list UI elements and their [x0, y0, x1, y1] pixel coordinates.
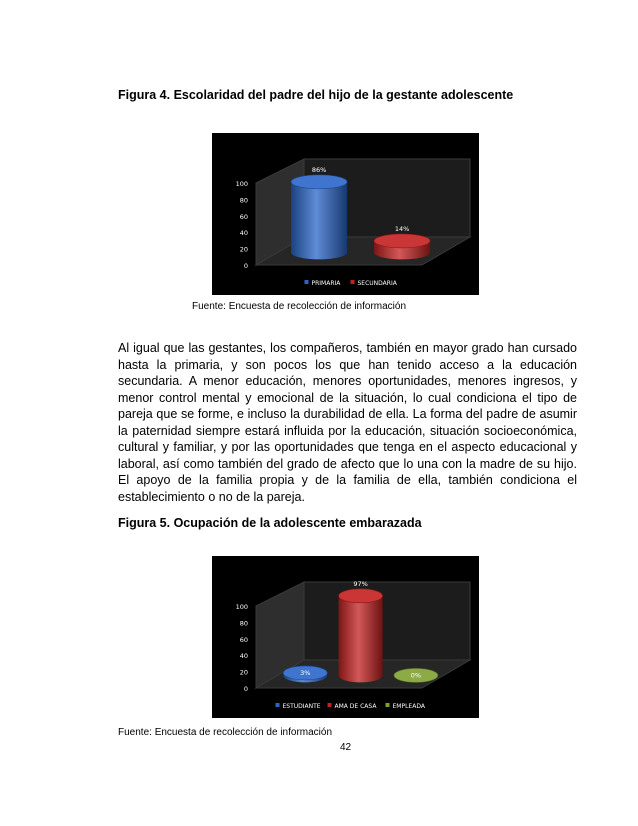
data-label: 97%	[353, 579, 368, 588]
y-tick-label: 60	[239, 212, 248, 221]
figure-4-source: Fuente: Encuesta de recolección de información	[192, 301, 407, 312]
legend-label: SECUNDARIA	[357, 280, 397, 287]
bar-body	[291, 182, 347, 260]
legend-label: PRIMARIA	[311, 280, 341, 287]
figure-4-chart	[212, 133, 479, 295]
y-tick-label: 80	[239, 619, 248, 628]
page-number: 42	[340, 742, 352, 753]
bar-top	[374, 234, 430, 248]
y-tick-label: 100	[235, 603, 248, 611]
y-tick-label: 0	[243, 262, 248, 270]
figure-4-title: Figura 4. Escolaridad del padre del hijo de la gestante adolescente	[118, 88, 514, 102]
data-label: 86%	[311, 165, 327, 174]
body-paragraph: Al igual que las gestantes, los compañeros, también en mayor grado han cursado hasta la primaria, y son pocos los que han tenido acceso a la educación secundaria. A menor educación, menores oportunidades, menores ingresos, y menor control mental y emocional de la situación, lo cual condiciona el tipo de pareja que se forme, e incluso la durabilidad de ella. La forma del padre de asumir la paternidad siempre estará influida por la educación, situación socioeconómica, cultural y familiar, y por las oportunidades que tenga en el aspecto educacional y laboral, así como también del grado de afecto que lo una con la madre de su hijo. El apoyo de la familia propia y de la familia de ella, también condiciona el establecimiento o no de la pareja.	[118, 341, 577, 504]
data-label: 14%	[394, 224, 410, 233]
bar-top	[339, 589, 383, 603]
y-tick-label: 20	[239, 668, 248, 677]
bar-top	[291, 175, 347, 189]
y-tick-label: 60	[239, 635, 248, 644]
y-tick-label: 80	[239, 196, 248, 205]
bar-body	[339, 596, 383, 683]
legend-swatch	[328, 703, 332, 707]
figure-4-chart-svg	[212, 133, 479, 295]
data-label: 0%	[410, 671, 422, 680]
figure-5-title: Figura 5. Ocupación de la adolescente embarazada	[118, 516, 422, 530]
legend-swatch	[386, 703, 390, 707]
figure-5-source: Fuente: Encuesta de recolección de información	[118, 727, 333, 738]
y-tick-label: 40	[239, 229, 248, 238]
y-tick-label: 0	[243, 685, 248, 693]
figure-5-chart	[212, 556, 479, 718]
y-tick-label: 20	[239, 245, 248, 254]
data-label: 3%	[300, 668, 311, 677]
y-tick-label: 40	[239, 652, 248, 661]
legend-swatch	[351, 280, 355, 284]
y-tick-label: 100	[235, 180, 248, 188]
legend-swatch	[276, 703, 280, 707]
chart-back-wall	[304, 579, 470, 660]
legend-label: ESTUDIANTE	[282, 703, 321, 710]
legend-label: AMA DE CASA	[334, 703, 377, 710]
legend-swatch	[305, 280, 309, 284]
figure-5-chart-svg	[212, 556, 479, 718]
legend-label: EMPLEADA	[392, 703, 425, 710]
